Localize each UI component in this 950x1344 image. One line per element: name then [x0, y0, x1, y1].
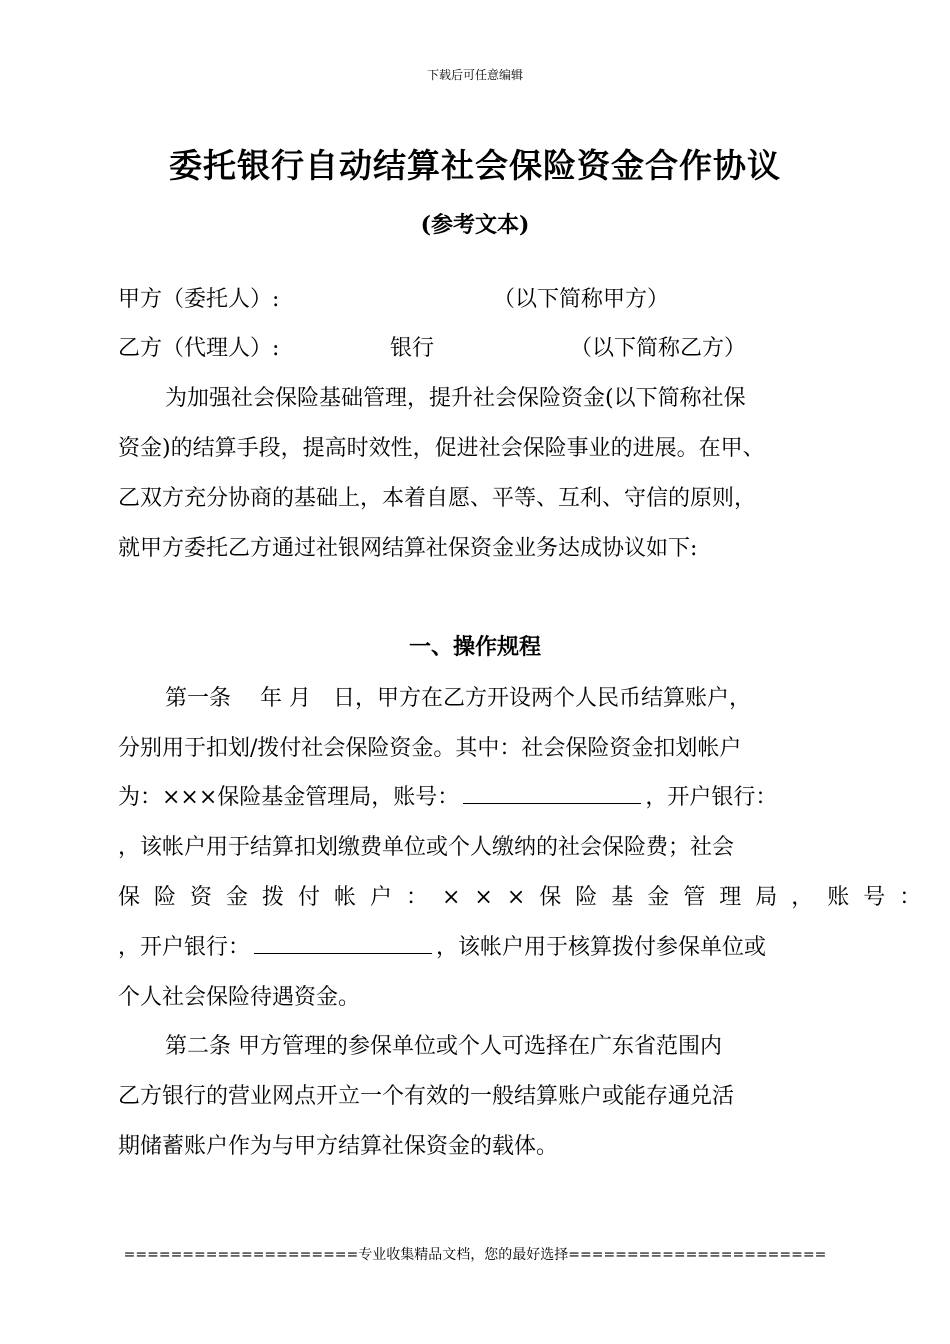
- document-subtitle: (参考文本): [420, 212, 530, 238]
- article1-line: ，该帐户用于结算扣划缴费单位或个人缴纳的社会保险费；社会: [118, 835, 735, 860]
- article1-line: 第一条 年 月 日，甲方在乙方开设两个人民币结算账户，: [165, 686, 751, 711]
- party-a-line: [118, 282, 670, 313]
- header-note: 下载后可任意编辑: [426, 68, 523, 82]
- party-b-suffix: （以下简称乙方）: [570, 336, 747, 361]
- article1-text: 为：×××保险基金管理局，账号：: [118, 785, 460, 810]
- party-a-label: 甲方（委托人）:: [118, 287, 280, 312]
- preamble-line: 资金)的结算手段，提高时效性，促进社会保险事业的进展。在甲、: [118, 436, 765, 461]
- party-b-label: 乙方（代理人）:: [118, 336, 280, 361]
- article1-line: 保险资金拨付帐户：×××保险基金管理局，账号：: [118, 885, 936, 910]
- preamble-line: 为加强社会保险基础管理，提升社会保险资金(以下简称社保: [165, 386, 746, 411]
- preamble-line: 乙双方充分协商的基础上，本着自愿、平等、互利、守信的原则，: [118, 486, 757, 511]
- article2-line: 期储蓄账户作为与甲方结算社保资金的载体。: [118, 1134, 559, 1159]
- article1-text: ，开户银行：: [645, 785, 778, 810]
- preamble-line: 就甲方委托乙方通过社银网结算社保资金业务达成协议如下:: [118, 536, 698, 561]
- article1-text: ，该帐户用于核算拨付参保单位或: [436, 935, 767, 960]
- article1-line: 分别用于扣划/拨付社会保险资金。其中：社会保险资金扣划帐户: [118, 736, 742, 761]
- article2-line: 第二条 甲方管理的参保单位或个人可选择在广东省范围内: [165, 1034, 722, 1059]
- article2-line: 乙方银行的营业网点开立一个有效的一般结算账户或能存通兑活: [118, 1084, 735, 1109]
- party-b-line: [118, 331, 747, 362]
- article1-bank-line: [118, 930, 766, 961]
- party-a-suffix: （以下简称甲方）: [493, 287, 670, 312]
- footer-banner: ====================专业收集精品文档，您的最好选择======================: [123, 1247, 827, 1263]
- article1-account-line: [118, 780, 777, 811]
- article1-text: ，开户银行：: [118, 935, 251, 960]
- section-heading: 一、操作规程: [408, 634, 541, 660]
- document-title: 委托银行自动结算社会保险资金合作协议: [169, 146, 781, 185]
- account-blank: [463, 781, 641, 804]
- article1-line: 个人社会保险待遇资金。: [118, 985, 361, 1010]
- bank-blank: [254, 931, 432, 954]
- party-b-bank: 银行: [390, 336, 435, 361]
